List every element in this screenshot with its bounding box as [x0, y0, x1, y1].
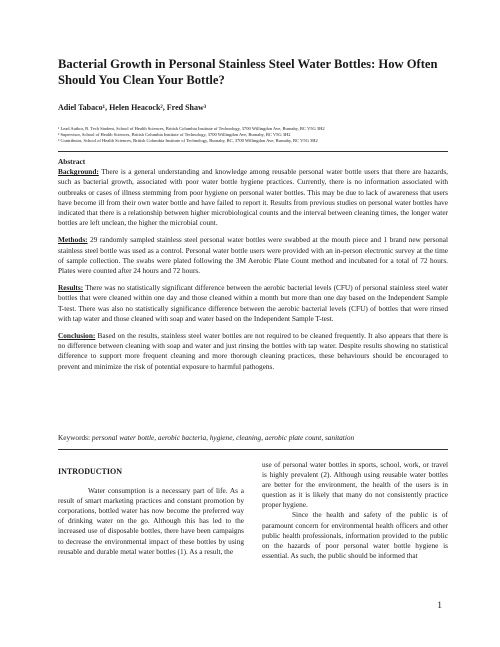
keywords-list: personal water bottle, aerobic bacteria, hygiene, cleaning, aerobic plate count, sanitation [91, 433, 355, 442]
abstract-section [58, 157, 448, 379]
introduction-heading: INTRODUCTION [58, 467, 123, 476]
conclusion-text: Based on the results, stainless steel water bottles are not required to be cleaned frequently. It also appears that there is no difference between cleaning with soap and water and just rinsing the bottles with tap water. Despite results showing no statistical difference to support more frequent cleaning and more thorough cleaning practices, these behaviours should be encouraged to prevent and minimize the risk of potential exposure to harmful pathogens. [58, 331, 448, 371]
background-text: There is a general understanding and knowledge among reusable personal water bottle users that there are hazards, such as bacterial growth, associated with poor water bottle hygiene practices. Currently, there is no information associated with outbreaks or cases of illness stemming from poor hygiene on personal water bottles. This may be due to lack of awareness that users have become ill from their own water bottle and have failed to report it. Results from previous studies on personal water bottles have indicated that there is a relationship between higher microbiological counts and the interval between cleaning times, the longer water bottles are left unclean, the higher the microbial count. [58, 167, 448, 228]
abstract-background [58, 167, 448, 228]
conclusion-label: Conclusion: [58, 331, 96, 341]
affiliation-line: ² Supervisor, School of Health Sciences, British Columbia Institute of Technology, 3700 Willingdon Ave, Burnaby, BC V5G 3H2 [58, 132, 291, 138]
divider-bottom [58, 449, 448, 450]
page-number: 1 [437, 601, 442, 611]
abstract-methods [58, 235, 448, 276]
keywords-line [58, 433, 448, 443]
divider-top [58, 151, 448, 152]
methods-text: 29 randomly sampled stainless steel personal water bottles were swabbed at the mouth piece and 1 brand new personal stainless steel bottle was used as a control. Personal water bottle users were provided with an in-person electronic survey at the time of sample collection. The swabs were plated following the 3M Aerobic Plate Count method and incubated for a total of 72 hours. Plates were counted after 24 hours and 72 hours. [58, 235, 449, 276]
affiliation-line: ¹ Lead Author, B. Tech Student, School of Health Sciences, British Columbia Institute of Technology, 3700 Willingdon Ave, Burnaby, BC V5G 3H2 [58, 126, 325, 131]
results-text: There was no statistically significant difference between the aerobic bacterial levels (CFU) of personal stainless steel water bottles that were cleaned within one day and those cleaned within a month but more than one day based on the Independent Sample T-test. There was also no statistically significance difference between the aerobic bacterial levels (CFU) of bottles that were rinsed with tap water and those cleaned with soap and water based on the Independent Sample T-test. [58, 283, 448, 323]
intro-paragraph: use of personal water bottles in sports, school, work, or travel is highly prevalent (2). Although using reusable water bottles are better for the environment, the health of the users is in question as it is likely that many do not consistently practice proper hygiene. [262, 460, 448, 510]
results-label: Results: [58, 283, 84, 293]
intro-paragraph: Water consumption is a necessary part of life. As a result of smart marketing practices and constant promotion by corporations, bottled water has now become the preferred way of drinking water on the go. Although this has led to the increased use of disposable bottles, there have been campaigns to decrease the environmental impact of these bottles by using reusable and durable metal water bottles (1). As a result, the [58, 486, 244, 556]
abstract-results [58, 283, 448, 324]
background-label: Background: [58, 167, 99, 177]
paper-title: Bacterial Growth in Personal Stainless Steel Water Bottles: How Often Should You Clean Your Bottle? [58, 57, 438, 87]
methods-label: Methods: [58, 235, 88, 245]
keywords-label: Keywords: [58, 433, 91, 442]
abstract-conclusion [58, 331, 448, 372]
affiliation-line: ³ Contributor, School of Health Sciences, British Columbia Institute of Technology, Burnaby, BC, 3700 Willingdon Ave, Burnaby, BC V5G 3H2 [58, 138, 318, 144]
author-list: Adiel Tabaco¹, Helen Heacock², Fred Shaw³ [58, 103, 207, 112]
affiliations [58, 126, 448, 145]
left-column [58, 460, 244, 557]
right-column [262, 460, 448, 561]
intro-paragraph: Since the health and safety of the public is of paramount concern for environmental health officers and other public health professionals, information provided to the public on the hazards of poor personal water bottle hygiene is essential. As such, the public should be informed that [262, 510, 448, 560]
abstract-heading: Abstract [58, 157, 86, 166]
